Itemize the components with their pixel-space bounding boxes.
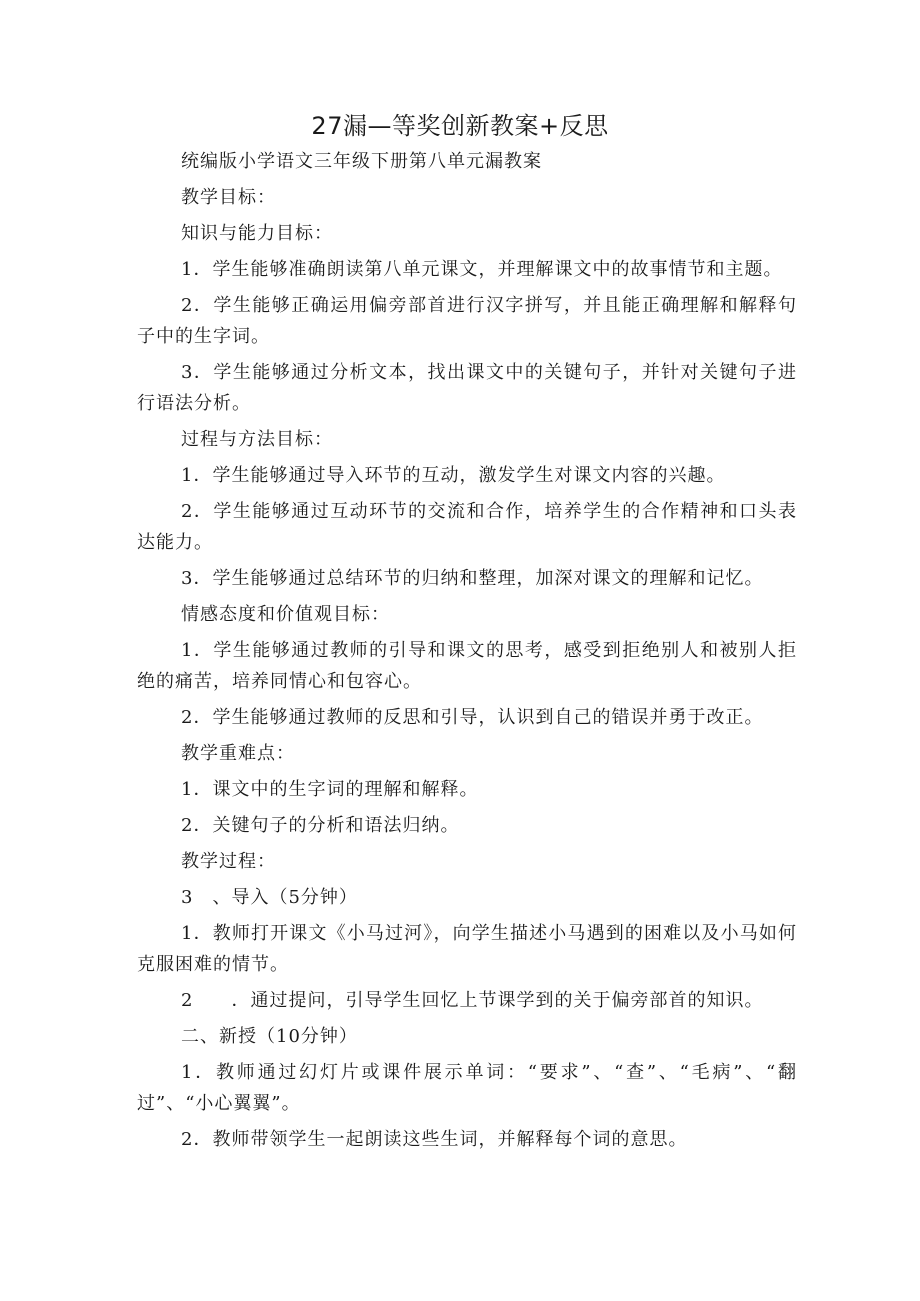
section-heading: 教学过程： <box>181 851 276 872</box>
subsection-heading: 知识与能力目标： <box>181 223 333 244</box>
section-heading: 教学目标： <box>181 187 276 208</box>
list-item: 2．学生能够通过互动环节的交流和合作，培养学生的合作精神和口头表达能力。 <box>137 501 797 553</box>
list-item: 1．学生能够通过教师的引导和课文的思考，感受到拒绝别人和被别人拒绝的痛苦，培养同情心和包容心。 <box>137 640 797 692</box>
list-item: 1．教师通过幻灯片或课件展示单词：“要求”、“查”、“毛病”、“翻过”、“小心翼翼”。 <box>137 1062 797 1114</box>
list-item: 2 ．通过提问，引导学生回忆上节课学到的关于偏旁部首的知识。 <box>181 990 764 1011</box>
list-item: 3．学生能够通过分析文本，找出课文中的关键句子，并针对关键句子进行语法分析。 <box>137 362 797 414</box>
list-item: 1．教师打开课文《小马过河》，向学生描述小马遇到的困难以及小马如何克服困难的情节。 <box>137 923 797 975</box>
list-item: 1．学生能够通过导入环节的互动，激发学生对课文内容的兴趣。 <box>181 465 726 486</box>
subsection-heading: 过程与方法目标： <box>181 429 333 450</box>
document-title: 27漏—等奖创新教案+反思 <box>311 112 609 140</box>
list-item: 2．关键句子的分析和语法归纳。 <box>181 815 460 836</box>
list-item: 2．学生能够正确运用偏旁部首进行汉字拼写，并且能正确理解和解释句子中的生字词。 <box>137 295 797 347</box>
subsection-heading: 情感态度和价值观目标： <box>181 604 390 625</box>
step-heading: 二、新授（10分钟） <box>181 1026 358 1047</box>
subtitle-line: 统编版小学语文三年级下册第八单元漏教案 <box>181 151 542 172</box>
document-body <box>137 146 797 1160</box>
list-item: 2．学生能够通过教师的反思和引导，认识到自己的错误并勇于改正。 <box>181 707 764 728</box>
section-heading: 教学重难点： <box>181 743 295 764</box>
step-heading: 3 、导入（5分钟） <box>181 887 358 908</box>
list-item: 1．课文中的生字词的理解和解释。 <box>181 779 479 800</box>
list-item: 1．学生能够准确朗读第八单元课文，并理解课文中的故事情节和主题。 <box>181 259 783 280</box>
list-item: 3．学生能够通过总结环节的归纳和整理，加深对课文的理解和记忆。 <box>181 568 764 589</box>
list-item: 2．教师带领学生一起朗读这些生词，并解释每个词的意思。 <box>181 1129 688 1150</box>
